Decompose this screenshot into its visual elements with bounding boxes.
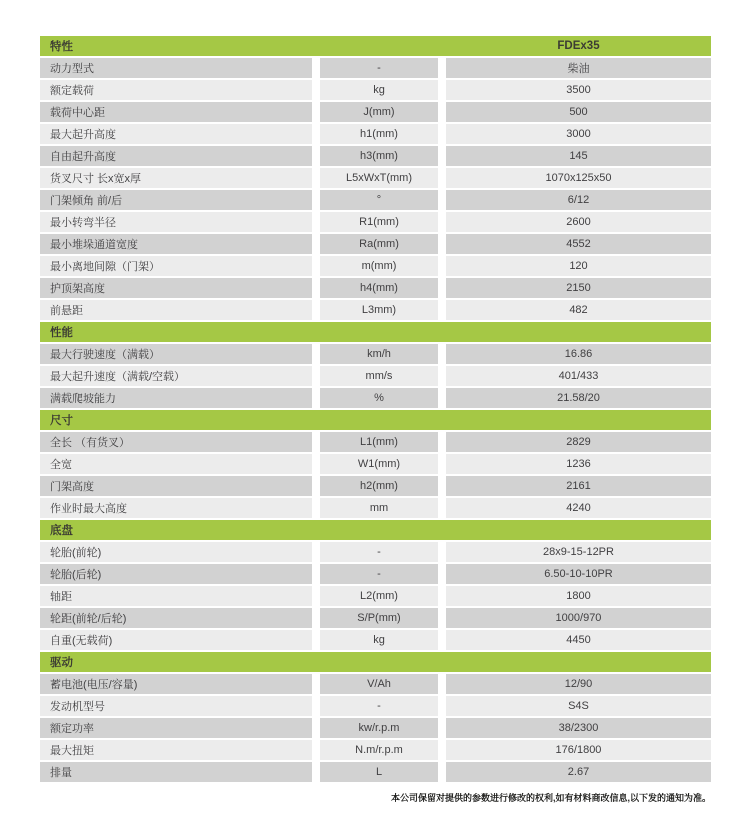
section-title: 尺寸 [50,415,73,427]
spec-value: 28x9-15-12PR [446,542,711,562]
spec-value: 176/1800 [446,740,711,760]
spec-unit: R1(mm) [320,212,438,232]
spec-value: 4240 [446,498,711,518]
table-row [40,696,711,716]
spec-label: 最小转弯半径 [40,212,312,232]
spec-unit: - [320,58,438,78]
spec-label: 额定功率 [40,718,312,738]
spec-value: 3000 [446,124,711,144]
spec-value: 4450 [446,630,711,650]
spec-unit: Ra(mm) [320,234,438,254]
spec-unit: h4(mm) [320,278,438,298]
spec-unit: - [320,542,438,562]
spec-value: 16.86 [446,344,711,364]
spec-unit: km/h [320,344,438,364]
spec-value: 500 [446,102,711,122]
spec-unit: h2(mm) [320,476,438,496]
table-row [40,762,711,782]
spec-value: 12/90 [446,674,711,694]
spec-label: 轮胎(后轮) [40,564,312,584]
spec-value: 2829 [446,432,711,452]
spec-label: 发动机型号 [40,696,312,716]
spec-unit: h3(mm) [320,146,438,166]
spec-unit: L5xWxT(mm) [320,168,438,188]
spec-value: S4S [446,696,711,716]
spec-unit: kw/r.p.m [320,718,438,738]
spec-unit: % [320,388,438,408]
spec-unit: V/Ah [320,674,438,694]
table-row [40,278,711,298]
section-header-row [40,36,711,56]
spec-label: 满载爬坡能力 [40,388,312,408]
table-row [40,476,711,496]
table-row [40,498,711,518]
spec-label: 轮距(前轮/后轮) [40,608,312,628]
spec-label: 作业时最大高度 [40,498,312,518]
spec-value: 482 [446,300,711,320]
table-row [40,58,711,78]
spec-unit: mm [320,498,438,518]
spec-label: 最小离地间隙（门架） [40,256,312,276]
table-row [40,608,711,628]
spec-unit: - [320,564,438,584]
footer-disclaimer: 本公司保留对提供的参数进行修改的权利,如有材料商改信息,以下发的通知为准。 [390,793,711,803]
table-row [40,674,711,694]
table-row [40,344,711,364]
section-title: 底盘 [50,525,73,537]
spec-label: 全长 （有货叉） [40,432,312,452]
spec-label: 门架倾角 前/后 [40,190,312,210]
section-header-row [40,410,711,430]
table-row [40,718,711,738]
table-row [40,630,711,650]
spec-label: 动力型式 [40,58,312,78]
spec-label: 最大行驶速度（满载） [40,344,312,364]
spec-label: 轮胎(前轮) [40,542,312,562]
table-row [40,190,711,210]
section-header-row [40,652,711,672]
spec-unit: - [320,696,438,716]
spec-value: 2.67 [446,762,711,782]
spec-unit: kg [320,80,438,100]
table-row [40,102,711,122]
section-header-row [40,322,711,342]
table-row [40,146,711,166]
table-row [40,212,711,232]
spec-value: 1070x125x50 [446,168,711,188]
spec-unit: N.m/r.p.m [320,740,438,760]
spec-value: 3500 [446,80,711,100]
table-row [40,564,711,584]
spec-unit: J(mm) [320,102,438,122]
spec-label: 最大起升高度 [40,124,312,144]
spec-value: 6.50-10-10PR [446,564,711,584]
spec-value: 38/2300 [446,718,711,738]
spec-label: 全宽 [40,454,312,474]
spec-label: 载荷中心距 [40,102,312,122]
spec-unit: ° [320,190,438,210]
model-header: FDEx35 [557,40,600,52]
table-row [40,388,711,408]
spec-value: 21.58/20 [446,388,711,408]
table-row [40,234,711,254]
spec-unit: h1(mm) [320,124,438,144]
spec-label: 最大扭矩 [40,740,312,760]
spec-value: 145 [446,146,711,166]
spec-value: 6/12 [446,190,711,210]
spec-label: 自重(无载荷) [40,630,312,650]
spec-unit: m(mm) [320,256,438,276]
spec-label: 前悬距 [40,300,312,320]
spec-value: 1000/970 [446,608,711,628]
spec-label: 蓄电池(电压/容量) [40,674,312,694]
table-row [40,586,711,606]
spec-unit: S/P(mm) [320,608,438,628]
table-row [40,740,711,760]
section-title: 性能 [50,327,73,339]
spec-unit: L1(mm) [320,432,438,452]
spec-label: 护顶架高度 [40,278,312,298]
spec-value: 2600 [446,212,711,232]
table-row [40,454,711,474]
spec-value: 柴油 [446,58,711,78]
spec-label: 货叉尺寸 长x宽x厚 [40,168,312,188]
spec-value: 1236 [446,454,711,474]
spec-label: 轴距 [40,586,312,606]
table-row [40,168,711,188]
spec-unit: L2(mm) [320,586,438,606]
spec-value: 2161 [446,476,711,496]
spec-table [40,36,711,784]
spec-label: 额定载荷 [40,80,312,100]
table-row [40,432,711,452]
table-row [40,256,711,276]
spec-value: 120 [446,256,711,276]
spec-value: 2150 [446,278,711,298]
section-title: 特性 [50,41,73,53]
spec-unit: L [320,762,438,782]
spec-label: 门架高度 [40,476,312,496]
table-row [40,366,711,386]
spec-label: 最小堆垛通道宽度 [40,234,312,254]
spec-value: 4552 [446,234,711,254]
table-row [40,542,711,562]
table-row [40,124,711,144]
spec-unit: W1(mm) [320,454,438,474]
spec-value: 1800 [446,586,711,606]
spec-label: 自由起升高度 [40,146,312,166]
table-row [40,80,711,100]
spec-label: 排量 [40,762,312,782]
section-title: 驱动 [50,657,73,669]
section-header-row [40,520,711,540]
spec-value: 401/433 [446,366,711,386]
spec-unit: mm/s [320,366,438,386]
table-row [40,300,711,320]
spec-unit: kg [320,630,438,650]
spec-unit: L3mm) [320,300,438,320]
spec-label: 最大起升速度（满载/空载） [40,366,312,386]
